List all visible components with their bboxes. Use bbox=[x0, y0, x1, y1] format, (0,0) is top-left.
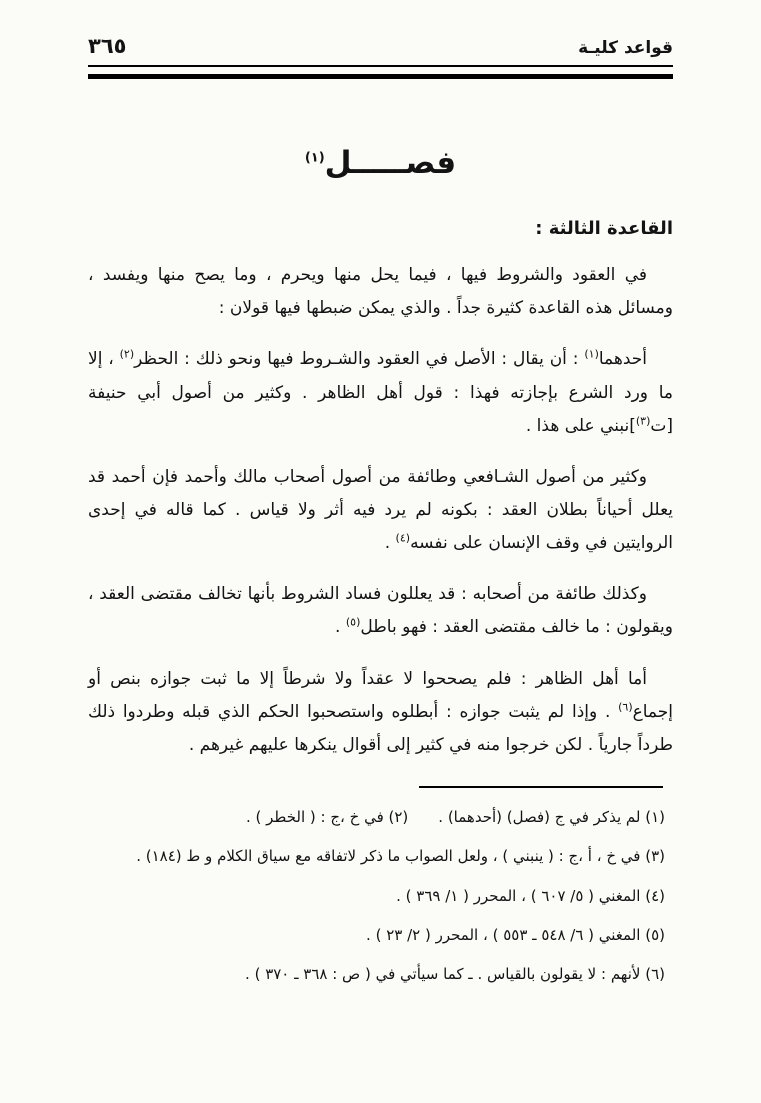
footnote-line bbox=[88, 922, 673, 948]
text-run: . bbox=[335, 617, 346, 638]
footnote-ref: (٣) bbox=[635, 414, 651, 428]
text-run: أما أهل الظاهر : فلم يصححوا لا عقداً ولا شرطاً إلا ما ثبت جوازه بنص أو إجماع bbox=[88, 668, 673, 722]
body-paragraph bbox=[88, 461, 673, 560]
header-book-title: قواعد كليـة bbox=[578, 38, 673, 58]
footnote-line bbox=[88, 804, 673, 830]
text-run: في العقود والشروط فيها ، فيما يحل منها ويحرم ، وما يصح منها ويفسد ، ومسائل هذه القاعدة كثيرة جداً . والذي يمكن ضبطها فيها قولان : bbox=[88, 265, 673, 319]
text-run: وكذلك طائفة من أصحابه : قد يعللون فساد الشروط بأنها تخالف مقتضى العقد ، ويقولون : ما خالف مقتضى العقد : فهو باطل bbox=[88, 584, 673, 638]
rule-heading: القاعدة الثالثة : bbox=[535, 218, 673, 240]
footnote-list bbox=[88, 804, 673, 987]
body-paragraph bbox=[88, 578, 673, 644]
text-run: : أن يقال : الأصل في العقود والشـروط فيها ونحو ذلك : الحظر bbox=[134, 349, 585, 370]
footnote-ref: (٦) bbox=[618, 700, 633, 714]
body-text bbox=[88, 259, 673, 762]
footnote-ref: (٥) bbox=[345, 615, 361, 629]
footnote-item: (١) لم يذكر في ج (فصل) (أحدهما) . bbox=[438, 808, 665, 827]
footnote-separator-rule bbox=[419, 786, 663, 788]
page-header bbox=[88, 34, 673, 58]
section-title bbox=[88, 145, 673, 182]
text-run: ، إلا ما ورد الشرع بإجازته فهذا : قول أهل الظاهر . وكثير من أصول أبي حنيفة [ت bbox=[88, 349, 673, 436]
footnote-item: (٢) في خ ،ج : ( الخطر ) . bbox=[245, 808, 409, 827]
text-run: . bbox=[384, 533, 396, 554]
body-paragraph bbox=[88, 259, 673, 325]
text-run: وكثير من أصول الشـافعي وطائفة من أصول أصحاب مالك وأحمد فإن أحمد قد يعلل أحياناً بطلان العقد : بكونه لم يرد فيه أثر ولا قياس . كما قاله في إحدى الروايتين في وقف الإنسان على نفسه bbox=[88, 466, 673, 554]
footnote-item: (٣) في خ ، أ ،ج : ( ينبني ) ، ولعل الصواب ما ذكر لاتفاقه مع سياق الكلام و ط (١٨٤) . bbox=[136, 847, 665, 866]
header-rule-thick bbox=[88, 74, 673, 79]
section-title-footnote-ref: (١) bbox=[304, 150, 325, 166]
footnote-item: (٦) لأنهم : لا يقولون بالقياس . ـ كما سيأتي في ( ص : ٣٦٨ ـ ٣٧٠ ) . bbox=[245, 965, 665, 984]
footnote-line bbox=[88, 843, 673, 869]
text-run: ]نبني على هذا . bbox=[525, 415, 636, 436]
text-run: . وإذا لم يثبت جوازه : أبطلوه واستصحبوا الحكم الذي قبله وطردوا ذلك طرداً جارياً . لكن خرجوا منه في كثير إلى أقوال ينكرها عليهم غيرهم . bbox=[88, 701, 673, 755]
footnote-line bbox=[88, 883, 673, 909]
footnotes-section bbox=[88, 786, 673, 987]
body-paragraph bbox=[88, 343, 673, 442]
header-page-number: ٣٦٥ bbox=[88, 34, 127, 58]
section-title-text: فصـــــل bbox=[324, 145, 457, 181]
footnote-ref: (٢) bbox=[119, 347, 135, 361]
footnote-ref: (١) bbox=[584, 347, 599, 361]
footnote-line bbox=[88, 961, 673, 987]
footnote-ref: (٤) bbox=[395, 531, 411, 545]
body-paragraph bbox=[88, 663, 673, 762]
footnote-item: (٤) المغني ( ٥/ ٦٠٧ ) ، المحرر ( ١/ ٣٦٩ ) . bbox=[396, 886, 665, 905]
header-rule-thin bbox=[88, 65, 673, 67]
footnote-item: (٥) المغني ( ٦/ ٥٤٨ ـ ٥٥٣ ) ، المحرر ( ٢/ ٢٣ ) . bbox=[366, 925, 665, 944]
text-run: أحدهما bbox=[598, 349, 647, 370]
